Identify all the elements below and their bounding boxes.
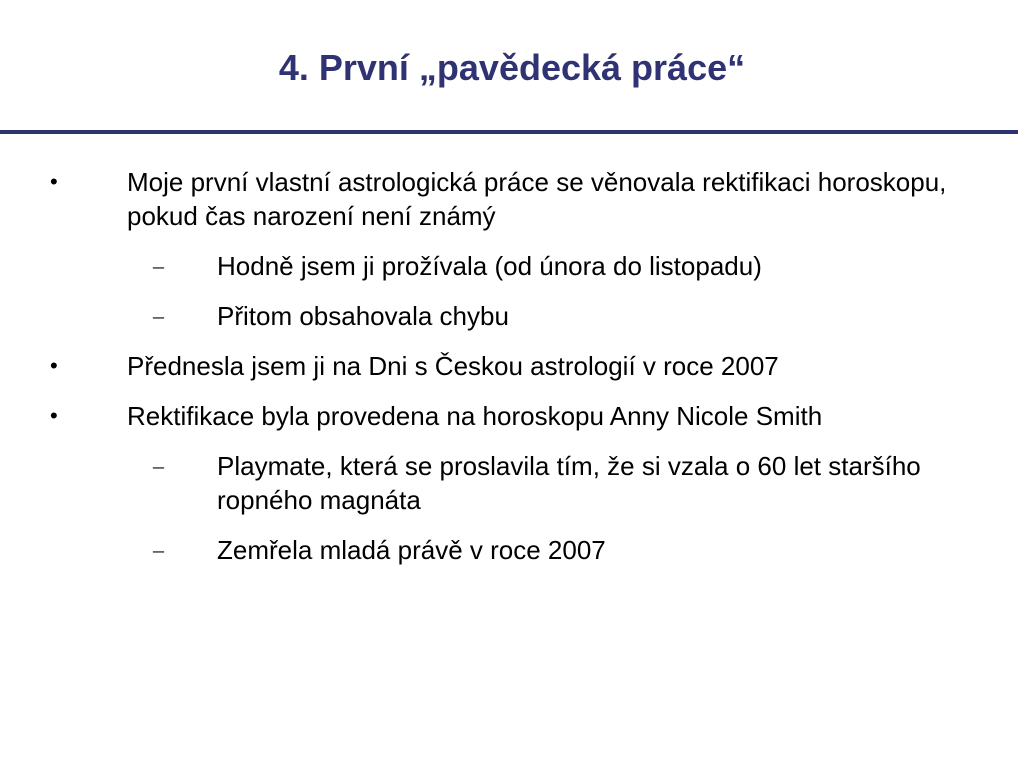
bullet-marker: • (50, 353, 58, 378)
bullet-marker: • (50, 403, 58, 428)
bullet-list (0, 165, 1024, 583)
title-divider (0, 130, 1018, 134)
sub-bullet-item (0, 449, 1024, 517)
dash-marker: – (153, 537, 164, 562)
sub-bullet-text: Playmate, která se proslavila tím, že si vzala o 60 let staršího ropného magnáta (217, 451, 921, 515)
sub-bullet-item (0, 249, 1024, 283)
bullet-item (0, 349, 1024, 383)
sub-bullet-text: Hodně jsem ji prožívala (od února do listopadu) (217, 251, 762, 281)
dash-marker: – (153, 253, 164, 278)
bullet-text: Moje první vlastní astrologická práce se věnovala rektifikaci horoskopu, pokud čas narození není známý (127, 167, 947, 231)
sub-bullet-text: Přitom obsahovala chybu (217, 301, 509, 331)
sub-bullet-text: Zemřela mladá právě v roce 2007 (217, 535, 606, 565)
dash-marker: – (153, 303, 164, 328)
bullet-item (0, 399, 1024, 433)
sub-bullet-item (0, 299, 1024, 333)
dash-marker: – (153, 453, 164, 478)
bullet-item (0, 165, 1024, 233)
bullet-marker: • (50, 169, 58, 194)
sub-bullet-item (0, 533, 1024, 567)
bullet-text: Rektifikace byla provedena na horoskopu Anny Nicole Smith (127, 401, 823, 431)
bullet-text: Přednesla jsem ji na Dni s Českou astrologií v roce 2007 (127, 351, 779, 381)
slide-title: 4. První „pavědecká práce“ (278, 47, 746, 88)
